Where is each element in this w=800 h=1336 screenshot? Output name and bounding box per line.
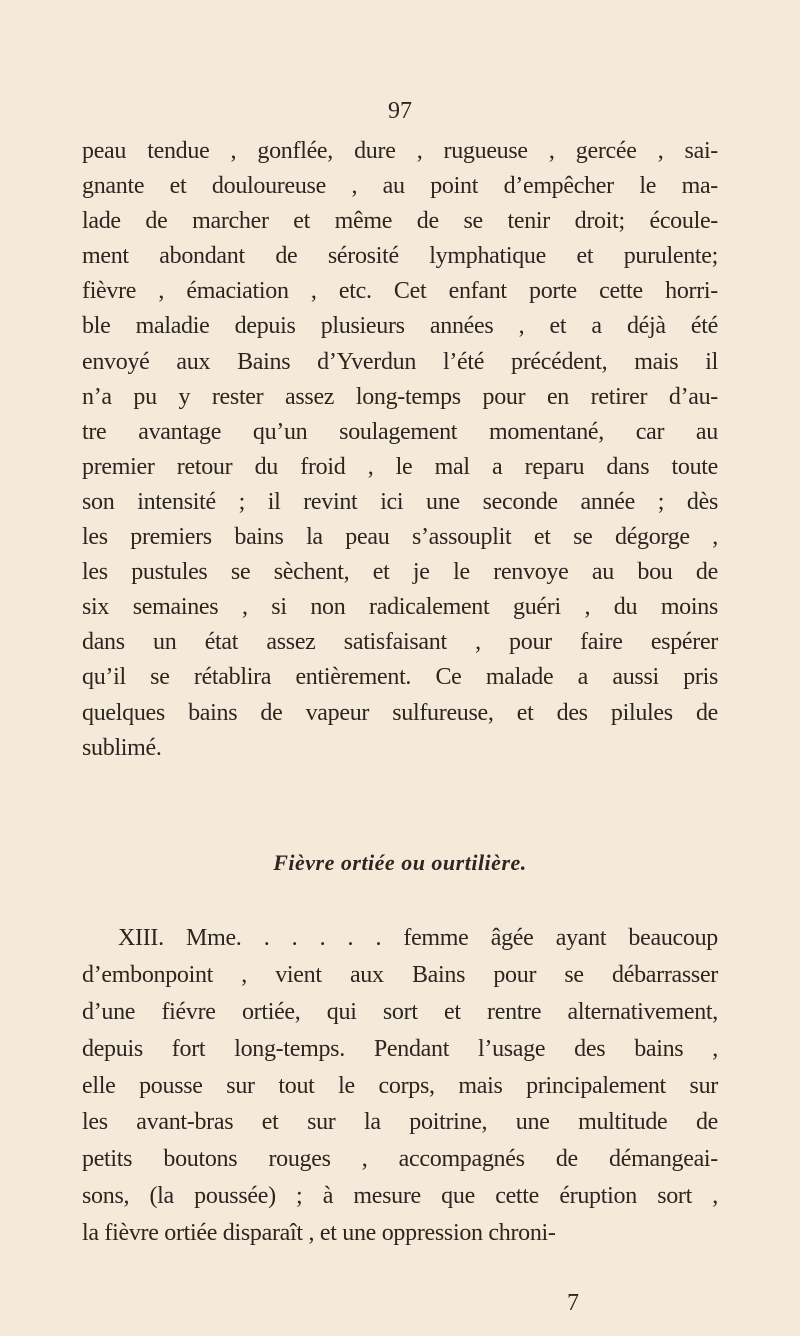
text-line: d’embonpoint , vient aux Bains pour se débarrasser: [82, 961, 718, 988]
text-line: tre avantage qu’un soulagement momentané, car au: [82, 418, 718, 445]
text-line: sublimé.: [82, 734, 162, 761]
text-line: sons, (la poussée) ; à mesure que cette éruption sort ,: [82, 1183, 718, 1210]
text-line: fièvre , émaciation , etc. Cet enfant porte cette horri-: [82, 278, 718, 305]
text-line: lade de marcher et même de se tenir droit; écoule-: [82, 208, 718, 235]
text-line: quelques bains de vapeur sulfureuse, et des pilules de: [82, 699, 718, 726]
text-line: n’a pu y rester assez long-temps pour en retirer d’au-: [82, 383, 718, 410]
text-line: ble maladie depuis plusieurs années , et a déjà été: [82, 313, 718, 340]
text-line: les pustules se sèchent, et je le renvoye au bou de: [82, 559, 718, 586]
text-line: son intensité ; il revint ici une seconde année ; dès: [82, 488, 718, 515]
signature-mark: 7: [567, 1290, 579, 1316]
text-line: elle pousse sur tout le corps, mais principalement sur: [82, 1072, 718, 1099]
paragraph-1: [82, 134, 718, 766]
text-line: les avant-bras et sur la poitrine, une multitude de: [82, 1109, 718, 1136]
section-heading: Fièvre ortiée ou ourtilière.: [273, 850, 527, 875]
text-line: XIII. Mme. . . . . . femme âgée ayant beaucoup: [118, 925, 718, 951]
paragraph-2: [82, 920, 718, 1252]
text-line: depuis fort long-temps. Pendant l’usage des bains ,: [82, 1035, 718, 1062]
text-line: les premiers bains la peau s’assouplit et se dégorge ,: [82, 524, 718, 551]
page-number: 97: [388, 98, 412, 124]
text-line: petits boutons rouges , accompagnés de démangeai-: [82, 1146, 718, 1173]
text-line: qu’il se rétablira entièrement. Ce malade a aussi pris: [82, 664, 718, 691]
text-line: la fièvre ortiée disparaît , et une oppression chroni-: [82, 1220, 556, 1247]
text-line: six semaines , si non radicalement guéri , du moins: [82, 594, 718, 621]
text-line: ment abondant de sérosité lymphatique et purulente;: [82, 243, 718, 270]
text-line: peau tendue , gonflée, dure , rugueuse , gercée , sai-: [82, 138, 718, 164]
text-line: gnante et douloureuse , au point d’empêcher le ma-: [82, 173, 718, 200]
text-line: d’une fiévre ortiée, qui sort et rentre alternativement,: [82, 998, 718, 1025]
text-line: dans un état assez satisfaisant , pour faire espérer: [82, 629, 718, 656]
text-line: premier retour du froid , le mal a reparu dans toute: [82, 453, 718, 480]
text-line: envoyé aux Bains d’Yverdun l’été précédent, mais il: [82, 348, 718, 375]
